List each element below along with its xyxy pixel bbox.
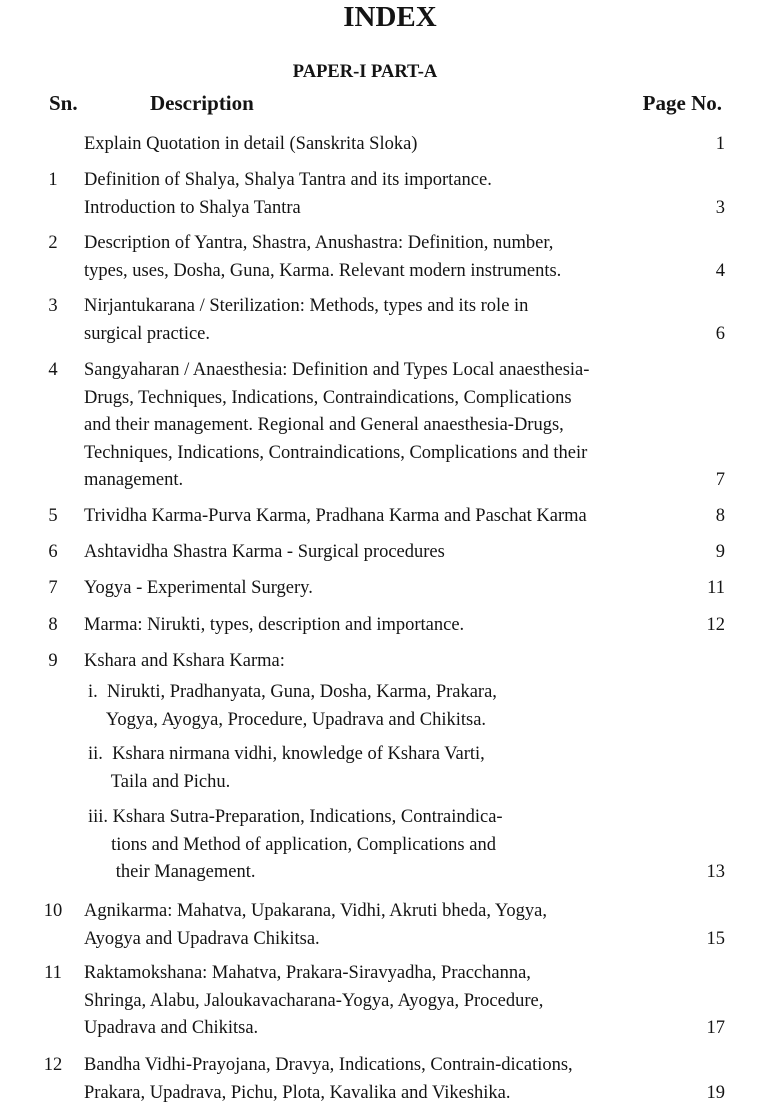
- index-entry: [0, 575, 780, 603]
- description-line: Raktamokshana: Mahatva, Prakara-Siravyadha, Pracchanna,: [84, 963, 531, 983]
- description-line: Definition of Shalya, Shalya Tantra and its importance.: [84, 170, 492, 190]
- entry-page-number: 17: [706, 1018, 725, 1038]
- entry-description: [84, 960, 684, 1043]
- description-line: Agnikarma: Mahatva, Upakarana, Vidhi, Akruti bheda, Yogya,: [84, 901, 548, 921]
- entry-description: [84, 1052, 684, 1107]
- entry-serial-number: 10: [43, 901, 63, 921]
- description-line: Explain Quotation in detail (Sanskrita Sloka): [84, 134, 418, 154]
- description-line: iii. Kshara Sutra-Preparation, Indications, Contraindica-: [88, 807, 503, 827]
- entry-description: [84, 167, 684, 222]
- description-line: and their management. Regional and General anaesthesia-Drugs,: [84, 415, 564, 435]
- description-line: Techniques, Indications, Contraindications, Complications and their: [84, 442, 588, 463]
- entry-serial-number: 8: [48, 615, 58, 635]
- entry-page-number: 15: [706, 928, 725, 949]
- section-heading: PAPER-I PART-A: [292, 62, 438, 82]
- column-header-description: Description: [150, 91, 254, 115]
- index-entry: [0, 1052, 780, 1107]
- description-line: Nirjantukarana / Sterilization: Methods, types and its role in: [84, 296, 529, 316]
- entry-description: [84, 131, 684, 159]
- entry-page-number: 4: [715, 260, 725, 281]
- entry-serial-number: 1: [48, 170, 58, 190]
- description-line: Bandha Vidhi-Prayojana, Dravya, Indications, Contrain-dications,: [84, 1055, 573, 1075]
- column-header-page: Page No.: [642, 91, 722, 115]
- description-line: Ashtavidha Shastra Karma - Surgical procedures: [84, 542, 445, 562]
- entry-description: [84, 898, 684, 953]
- entry-page-number: 8: [715, 506, 725, 526]
- entry-description: [84, 539, 684, 567]
- description-line: Upadrava and Chikitsa.: [84, 1018, 259, 1038]
- description-line: Yogya - Experimental Surgery.: [84, 578, 313, 598]
- index-entry: [0, 503, 780, 531]
- index-entry: [0, 230, 780, 285]
- entry-page-number: 3: [715, 197, 725, 218]
- description-line: Taila and Pichu.: [88, 771, 231, 792]
- entry-sub-description: [88, 741, 678, 796]
- entry-page-number: 9: [715, 542, 725, 562]
- entry-page-number: 6: [715, 323, 725, 344]
- entry-description: [84, 357, 684, 495]
- description-line: Yogya, Ayogya, Procedure, Upadrava and Chikitsa.: [88, 709, 487, 730]
- column-header-sn: Sn.: [49, 91, 78, 115]
- entry-page-number: 12: [706, 615, 725, 635]
- index-entry: [0, 612, 780, 640]
- entry-description: [84, 575, 684, 603]
- description-line: ii. Kshara nirmana vidhi, knowledge of Kshara Varti,: [88, 744, 485, 764]
- entry-description: [84, 293, 684, 348]
- index-entry: [0, 131, 780, 159]
- entry-page-number: 7: [715, 470, 725, 490]
- description-line: Ayogya and Upadrava Chikitsa.: [84, 928, 320, 949]
- description-line: management.: [84, 470, 184, 490]
- entry-description: [84, 612, 684, 640]
- entry-page-number: 19: [706, 1082, 725, 1103]
- index-entry: [0, 357, 780, 495]
- entry-description: [84, 230, 684, 285]
- description-line: Sangyaharan / Anaesthesia: Definition and Types Local anaesthesia-: [84, 360, 590, 380]
- entry-serial-number: 7: [48, 578, 58, 598]
- entry-serial-number: 4: [48, 360, 58, 380]
- entry-page-number: 11: [707, 578, 725, 598]
- entry-serial-number: 2: [48, 233, 58, 253]
- description-line: types, uses, Dosha, Guna, Karma. Relevant modern instruments.: [84, 260, 562, 281]
- index-entry: [0, 679, 780, 734]
- entry-page-number: 1: [715, 134, 725, 154]
- description-line: Description of Yantra, Shastra, Anushastra: Definition, number,: [84, 233, 554, 253]
- description-line: tions and Method of application, Complications and: [88, 834, 496, 855]
- entry-serial-number: 9: [48, 651, 58, 671]
- index-entry: [0, 293, 780, 348]
- entry-serial-number: 11: [44, 963, 62, 983]
- entry-serial-number: 6: [48, 542, 58, 562]
- description-line: i. Nirukti, Pradhanyata, Guna, Dosha, Karma, Prakara,: [88, 682, 497, 702]
- entry-description: [84, 648, 684, 676]
- description-line: Kshara and Kshara Karma:: [84, 651, 285, 671]
- index-entry: [0, 167, 780, 222]
- entry-sub-description: [88, 804, 678, 887]
- entry-page-number: 13: [706, 862, 725, 882]
- entry-sub-description: [88, 679, 678, 734]
- index-title: INDEX: [343, 1, 437, 33]
- index-entry: [0, 741, 780, 796]
- entry-serial-number: 5: [48, 506, 58, 526]
- description-line: Trividha Karma-Purva Karma, Pradhana Karma and Paschat Karma: [84, 506, 587, 526]
- description-line: Marma: Nirukti, types, description and importance.: [84, 615, 465, 635]
- description-line: surgical practice.: [84, 323, 211, 344]
- description-line: Introduction to Shalya Tantra: [84, 197, 301, 218]
- entry-serial-number: 3: [48, 296, 58, 316]
- index-entry: [0, 804, 780, 887]
- description-line: their Management.: [88, 862, 256, 882]
- index-entry: [0, 648, 780, 676]
- index-entry: [0, 898, 780, 953]
- index-entry: [0, 539, 780, 567]
- description-line: Prakara, Upadrava, Pichu, Plota, Kavalika and Vikeshika.: [84, 1082, 511, 1103]
- index-entry: [0, 960, 780, 1043]
- description-line: Shringa, Alabu, Jaloukavacharana-Yogya, Ayogya, Procedure,: [84, 990, 544, 1011]
- entry-description: [84, 503, 684, 531]
- description-line: Drugs, Techniques, Indications, Contraindications, Complications: [84, 387, 572, 408]
- entry-serial-number: 12: [43, 1055, 63, 1075]
